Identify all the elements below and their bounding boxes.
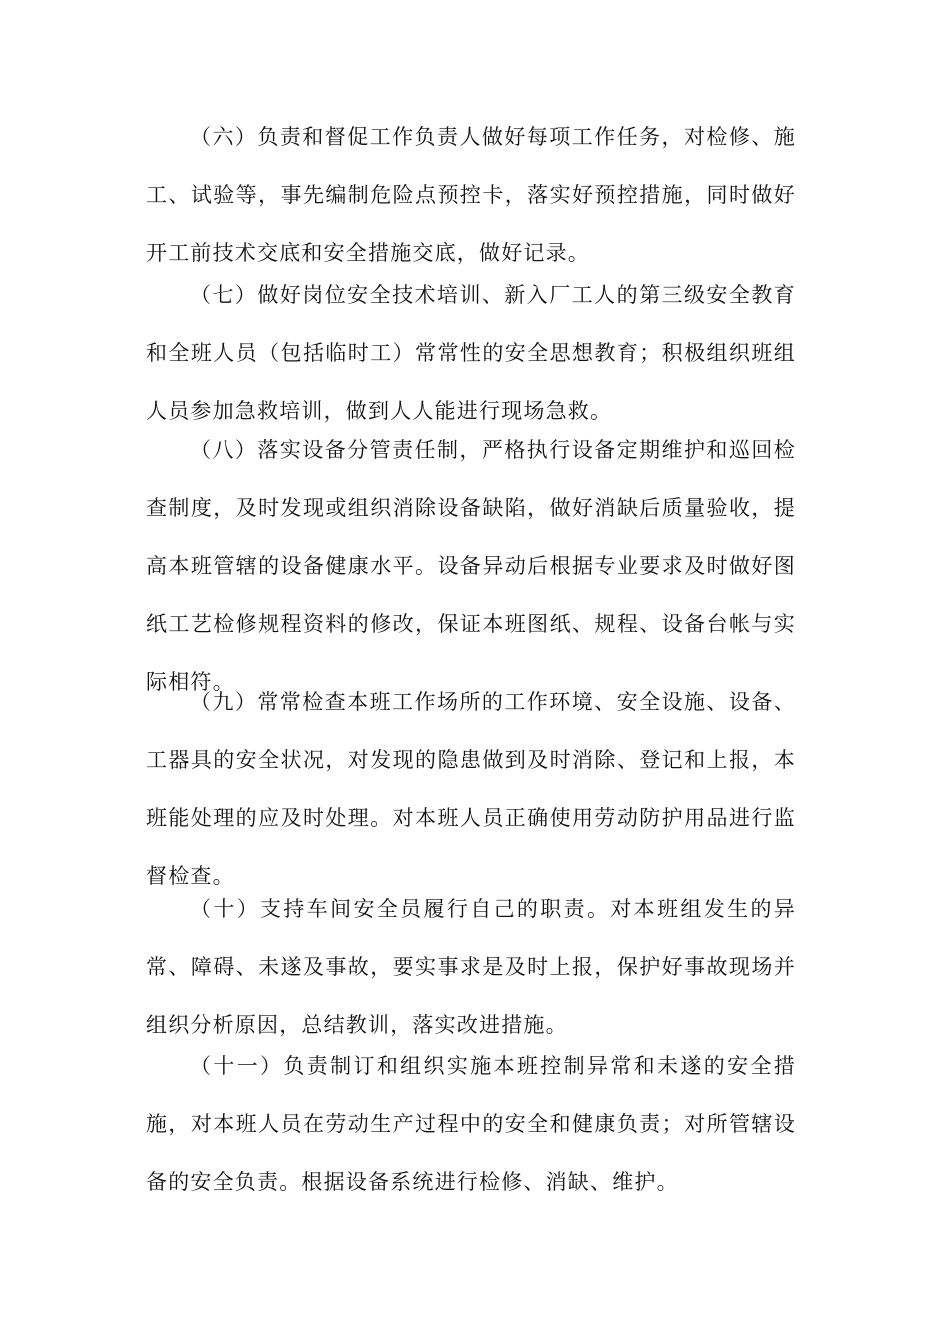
paragraph-7: （七）做好岗位安全技术培训、新入厂工人的第三级安全教育和全班人员（包括临时工）常常性的安全思想教育；积极组织班组人员参加急救培训，做到人人能进行现场急救。 (146, 283, 796, 423)
paragraph-6: （六）负责和督促工作负责人做好每项工作任务，对检修、施工、试验等，事先编制危险点预控卡，落实好预控措施，同时做好开工前技术交底和安全措施交底，做好记录。 (146, 125, 796, 265)
paragraph-9: （九）常常检查本班工作场所的工作环境、安全设施、设备、工器具的安全状况，对发现的隐患做到及时消除、登记和上报，本班能处理的应及时处理。对本班人员正确使用劳动防护用品进行监督检查。 (146, 690, 796, 888)
paragraph-11: （十一）负责制订和组织实施本班控制异常和未遂的安全措施，对本班人员在劳动生产过程中的安全和健康负责；对所管辖设备的安全负责。根据设备系统进行检修、消缺、维护。 (146, 1054, 796, 1194)
paragraph-10: （十）支持车间安全员履行自己的职责。对本班组发生的异常、障碍、未遂及事故，要实事求是及时上报，保护好事故现场并组织分析原因，总结教训，落实改进措施。 (146, 897, 796, 1037)
paragraph-8: （八）落实设备分管责任制，严格执行设备定期维护和巡回检查制度，及时发现或组织消除设备缺陷，做好消缺后质量验收，提高本班管辖的设备健康水平。设备异动后根据专业要求及时做好图纸工艺检修规程资料的修改，保证本班图纸、规程、设备台帐与实际相符。 (146, 438, 796, 694)
